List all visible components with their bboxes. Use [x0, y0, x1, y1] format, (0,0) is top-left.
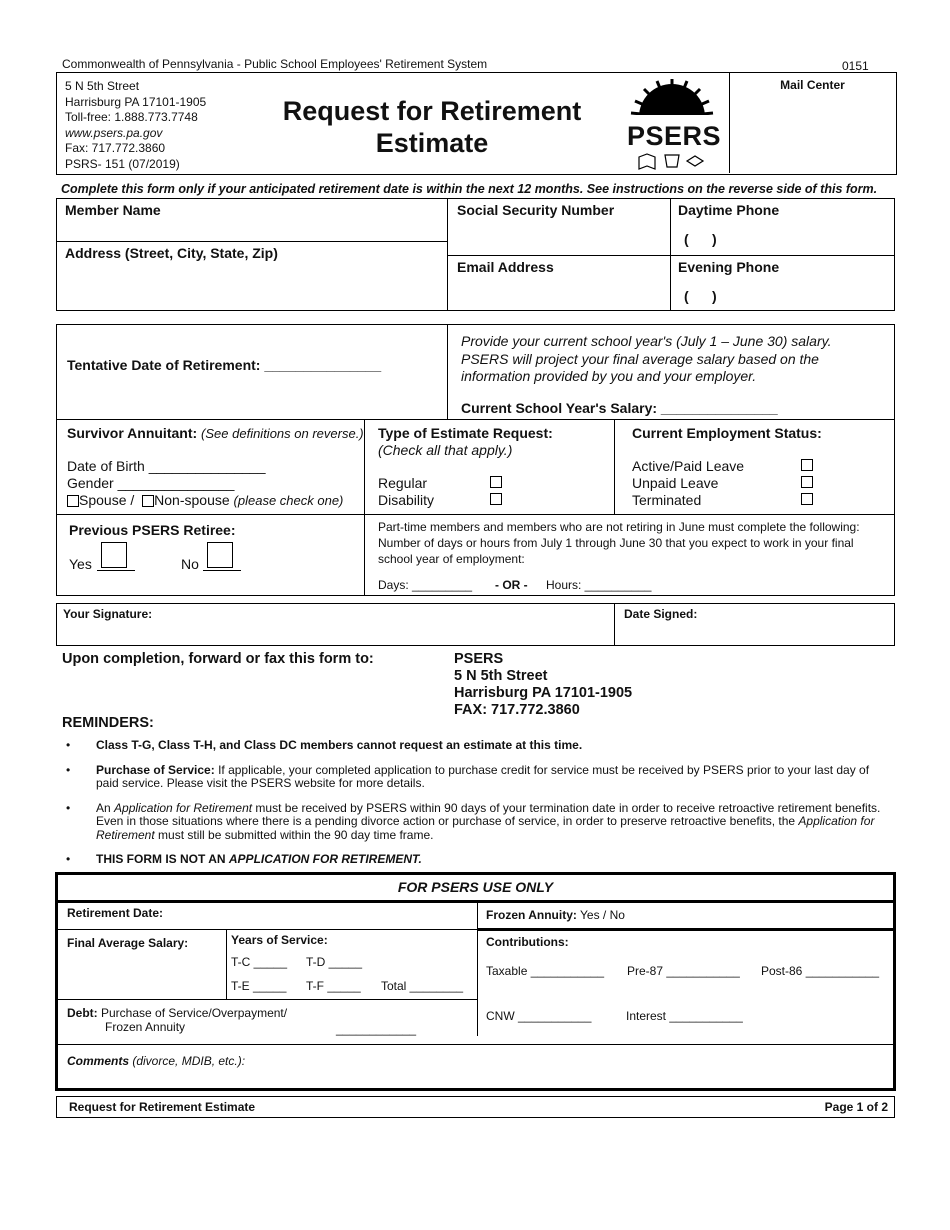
estimate-type-heading: Type of Estimate Request: [378, 425, 553, 441]
reminder-item: • Purchase of Service: If applicable, your completed application to purchase credit for service must be received by PSERS prior to your last day of paid service. Please visit the PSERS website for more details. [66, 762, 870, 790]
tentative-date-field[interactable]: Tentative Date of Retirement: _______________ [67, 357, 382, 373]
total-field: Total ________ [381, 979, 464, 993]
instruction-text: Complete this form only if your anticipated retirement date is within the next 12 months. See instructions on the reverse side of this form. [61, 182, 878, 196]
debt-field: ____________ [336, 1022, 417, 1036]
frozen-annuity: Frozen Annuity: Yes / No [486, 908, 625, 922]
previous-retiree-heading: Previous PSERS Retiree: [69, 522, 236, 538]
ssn-label: Social Security Number [457, 202, 615, 218]
days-field[interactable]: Days: _________ [378, 578, 473, 592]
estimate-type-note: (Check all that apply.) [378, 442, 513, 458]
debt-label: Debt: Purchase of Service/Overpayment/ [67, 1006, 288, 1020]
taxable-field: Taxable ___________ [486, 964, 605, 978]
active-checkbox[interactable] [801, 459, 813, 471]
agency-name: Commonwealth of Pennsylvania - Public School Employees' Retirement System [62, 57, 488, 71]
address-label: Address (Street, City, State, Zip) [65, 245, 278, 261]
form-number: 0151 [842, 59, 869, 73]
page-title: Request for Retirement Estimate [282, 96, 582, 158]
daytime-phone-field[interactable]: ( ) [684, 231, 717, 247]
disability-option-label: Disability [378, 492, 435, 508]
mail-center-label: Mail Center [780, 78, 845, 92]
logo-text: PSERS [627, 121, 722, 151]
debt-frozen-label: Frozen Annuity [105, 1020, 186, 1034]
cnw-field: CNW ___________ [486, 1009, 592, 1023]
reminder-item: • THIS FORM IS NOT AN APPLICATION FOR RETIREMENT. [66, 852, 422, 866]
forward-address: PSERS 5 N 5th Street Harrisburg PA 17101-1905 FAX: 717.772.3860 [454, 651, 633, 718]
member-info-box [56, 198, 895, 311]
active-option-label: Active/Paid Leave [632, 458, 745, 474]
reminder-item: • An Application for Retirement must be received by PSERS within 90 days of your termination date in order to receive retroactive retirement benefits. Even in those situations where there is a pending divorce action or purchase of service, in order to preserve retroactive benefits, the Application for Retirement must still be submitted within the 90 day time frame. [66, 800, 881, 842]
forward-label: Upon completion, forward or fax this form to: [62, 651, 374, 667]
salary-note: Provide your current school year's (July 1 – June 30) salary. PSERS will project your final average salary based on the information provided by you and your employer. [461, 333, 832, 384]
page-number: Page 1 of 2 [824, 1100, 888, 1114]
interest-field: Interest ___________ [626, 1009, 743, 1023]
reminders-list [66, 739, 892, 867]
pre87-field: Pre-87 ___________ [627, 964, 740, 978]
office-use-box [55, 872, 896, 1091]
signature-box [56, 603, 895, 646]
office-use-title: FOR PSERS USE ONLY [397, 879, 554, 895]
website-link[interactable]: www.psers.pa.gov [65, 125, 163, 140]
daytime-phone-label: Daytime Phone [678, 202, 780, 218]
disability-checkbox[interactable] [490, 493, 502, 505]
salary-field[interactable]: Current School Year's Salary: _______________ [461, 400, 778, 416]
reminder-item: • Class T-G, Class T-H, and Class DC members cannot request an estimate at this time. [66, 738, 583, 752]
fas-label: Final Average Salary: [67, 936, 189, 950]
retiree-yes-label: Yes [69, 556, 92, 572]
te-field: T-E _____ [231, 979, 287, 993]
spouse-checkbox[interactable] [67, 495, 79, 507]
spouse-choice: Spouse / Non-spouse (please check one) [67, 492, 343, 508]
survivor-dob-field[interactable]: Date of Birth _______________ [67, 458, 266, 474]
reminders-heading: REMINDERS: [62, 715, 154, 731]
agency-address: 5 N 5th Street Harrisburg PA 17101-1905 Toll-free: 1.888.773.7748 www.psers.pa.gov Fax: 717.772.3860 PSRS- 151 (07/2019) [65, 79, 207, 171]
tc-field: T-C _____ [231, 955, 288, 969]
hours-field[interactable]: Hours: __________ [546, 578, 652, 592]
unpaid-checkbox[interactable] [801, 476, 813, 488]
retirement-date-label: Retirement Date: [67, 906, 164, 920]
evening-phone-label: Evening Phone [678, 259, 780, 275]
retiree-no-label: No [181, 556, 199, 572]
retiree-yes-box[interactable] [101, 542, 127, 568]
evening-phone-field[interactable]: ( ) [684, 288, 717, 304]
survivor-gender-field[interactable]: Gender _______________ [67, 475, 235, 491]
date-signed-field[interactable]: Date Signed: [624, 607, 698, 621]
signature-field[interactable]: Your Signature: [63, 607, 153, 621]
footer-bar [56, 1096, 895, 1118]
retiree-no-box[interactable] [207, 542, 233, 568]
retirement-details-box [56, 324, 895, 596]
employment-status-heading: Current Employment Status: [632, 425, 822, 441]
post86-field: Post-86 ___________ [761, 964, 880, 978]
tf-field: T-F _____ [306, 979, 361, 993]
email-label: Email Address [457, 259, 554, 275]
header-box [56, 72, 897, 175]
nonspouse-checkbox[interactable] [142, 495, 154, 507]
regular-option-label: Regular [378, 475, 428, 491]
or-text: - OR - [495, 578, 528, 592]
footer-title: Request for Retirement Estimate [69, 1100, 256, 1114]
comments-label: Comments (divorce, MDIB, etc.): [67, 1054, 246, 1068]
parttime-note: Part-time members and members who are not retiring in June must complete the following: Number of days or hours from July 1 through June 30 that you expect to work in your final school year of employment: [378, 520, 860, 566]
survivor-annuitant-heading: Survivor Annuitant: (See definitions on reverse.) [67, 425, 364, 441]
unpaid-option-label: Unpaid Leave [632, 475, 719, 491]
psers-logo [627, 77, 722, 171]
member-name-label: Member Name [65, 202, 161, 218]
regular-checkbox[interactable] [490, 476, 502, 488]
yos-label: Years of Service: [231, 933, 328, 947]
td-field: T-D _____ [306, 955, 363, 969]
terminated-option-label: Terminated [632, 492, 702, 508]
contributions-label: Contributions: [486, 935, 569, 949]
terminated-checkbox[interactable] [801, 493, 813, 505]
